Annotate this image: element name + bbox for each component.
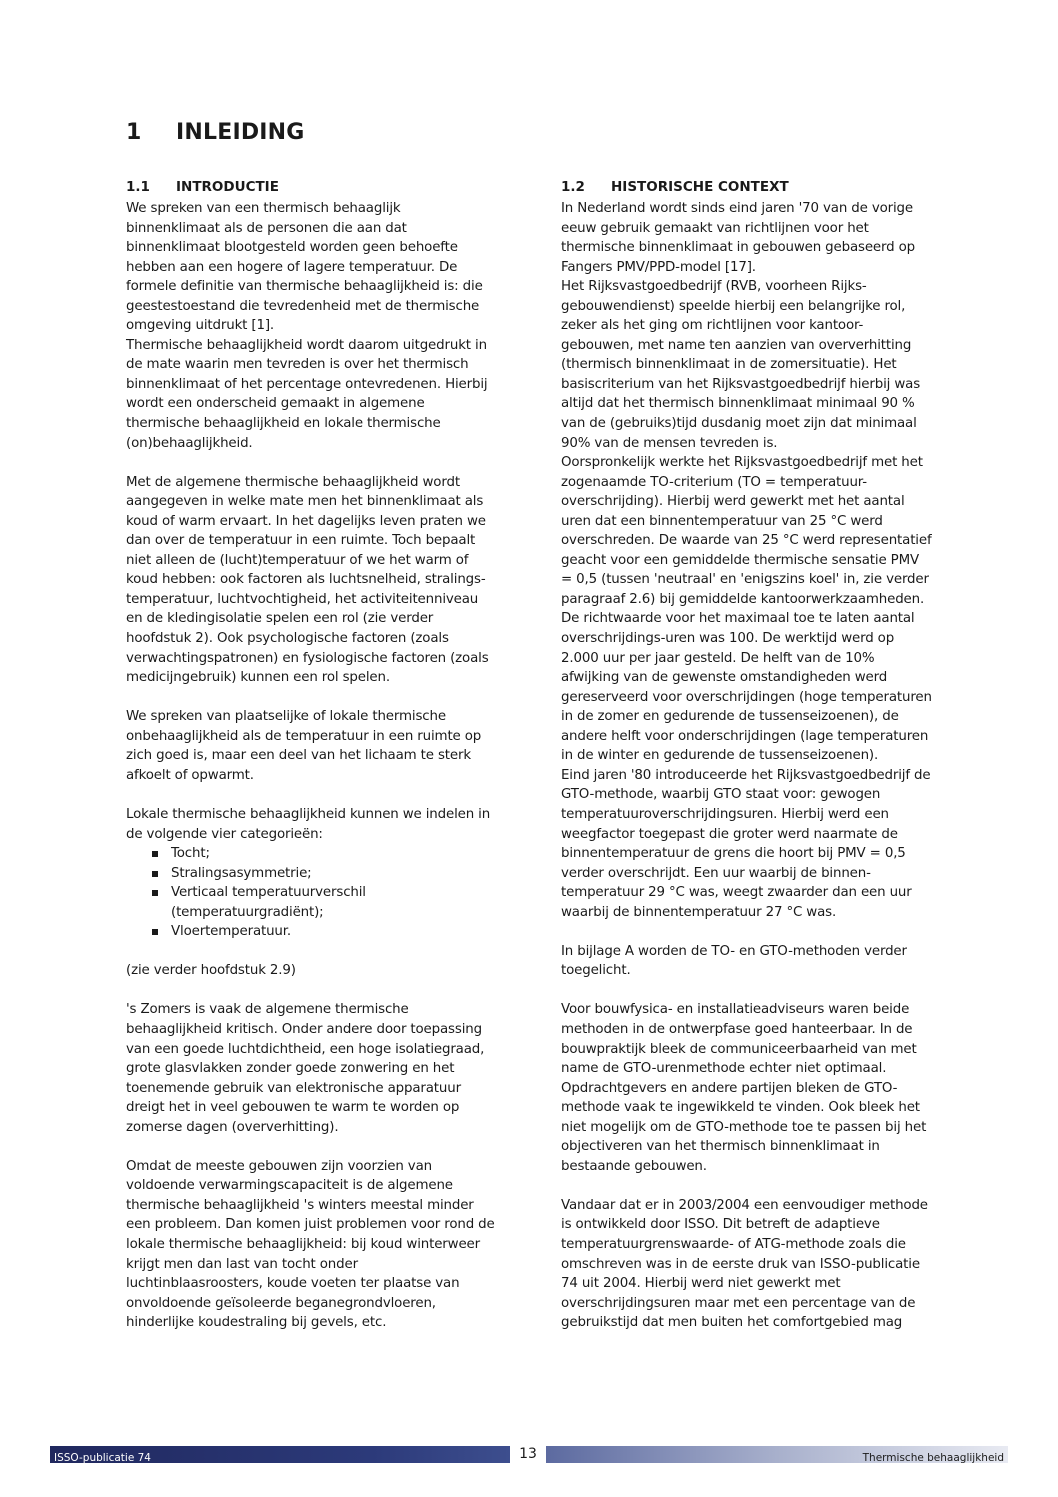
list-item: Vloertemperatuur.: [152, 922, 498, 942]
section-title: HISTORISCHE CONTEXT: [611, 179, 789, 195]
paragraph: Het Rijksvastgoedbedrijf (RVB, voorheen Rijks-gebouwendienst) speelde hierbij een belangrijke rol, zeker als het ging om richtlijnen voor kantoor-gebouwen, met name ten aanzien van oververhitting (thermisch binnenklimaat in de zomersituatie). Het basiscriterium van het Rijksvastgoedbedrijf hierbij was altijd dat het thermisch binnenklimaat minimaal 90 % van de (gebruiks)tijd dusdanig moet zijn dat minimaal 90% van de mensen tevreden is.: [561, 279, 921, 451]
section-title: INTRODUCTIE: [176, 179, 279, 195]
paragraph: In bijlage A worden de TO- en GTO-methoden verder toegelicht.: [561, 943, 907, 979]
paragraph: Vandaar dat er in 2003/2004 een eenvoudiger methode is ontwikkeld door ISSO. Dit betreft de adaptieve temperatuurgrenswaarde- of ATG-methode zoals die omschreven was in de eerste druk van ISSO-publicatie 74 uit 2004. Hierbij werd niet gewerkt met overschrijdingsuren maar met een percentage van de gebruikstijd dat men buiten het comfortgebied mag: [561, 1197, 928, 1331]
footer-title-label: Thermische behaaglijkheid: [862, 1452, 1004, 1464]
section-body: [126, 199, 498, 1333]
left-column: [126, 178, 498, 1333]
section-heading-historische-context: [561, 178, 933, 197]
paragraph: We spreken van een thermisch behaaglijk binnenklimaat als de personen die aan dat binnenklimaat blootgesteld worden geen behoefte hebben aan een hogere of lagere temperatuur. De formele definitie van thermische behaaglijkheid is: die geestestoestand die tevredenheid met de thermische omgeving uitdrukt [1].: [126, 201, 483, 334]
paragraph: 's Zomers is vaak de algemene thermische behaaglijkheid kritisch. Onder andere door toepassing van een goede luchtdichtheid, een hoge isolatiegraad, grote glasvlakken zonder goede zonwering en het toenemende gebruik van elektronische apparatuur dreigt het in veel gebouwen te warm te worden op zomerse dagen (oververhitting).: [126, 1002, 485, 1135]
list-item: Verticaal temperatuurverschil (temperatuurgradiënt);: [152, 883, 498, 922]
chapter-title: INLEIDING: [176, 120, 305, 145]
chapter-heading: [126, 120, 305, 145]
list-item: Stralingsasymmetrie;: [152, 864, 498, 884]
footer-title-bar: [546, 1446, 1008, 1463]
section-heading-introductie: [126, 178, 498, 197]
paragraph: We spreken van plaatselijke of lokale thermische onbehaaglijkheid als de temperatuur in een ruimte op zich goed is, maar een deel van het lichaam te sterk afkoelt of opwarmt.: [126, 709, 482, 783]
paragraph: In Nederland wordt sinds eind jaren '70 van de vorige eeuw gebruik gemaakt van richtlijnen voor het thermische binnenklimaat in gebouwen gebaseerd op Fangers PMV/PPD-model [17].: [561, 201, 915, 275]
paragraph: Met de algemene thermische behaaglijkheid wordt aangegeven in welke mate men het binnenklimaat als koud of warm ervaart. In het dagelijks leven praten we dan over de temperatuur in een ruimte. Toch bepaalt niet alleen de (lucht)temperatuur of we het warm of koud hebben: ook factoren als luchtsnelheid, stralings-temperatuur, luchtvochtigheid, het activiteitenniveau en de kledingisolatie spelen een rol (zie verder hoofdstuk 2). Ook psychologische factoren (zoals verwachtingspatronen) en fysiologische factoren (zoals medicijngebruik) kunnen een rol spelen.: [126, 474, 489, 686]
paragraph: (zie verder hoofdstuk 2.9): [126, 963, 296, 979]
footer-publication-label: ISSO-publicatie 74: [54, 1452, 151, 1464]
paragraph: Voor bouwfysica- en installatieadviseurs waren beide methoden in de ontwerpfase goed hanteerbaar. In de bouwpraktijk bleek de communiceerbaarheid van met name de GTO-urenmethode echter niet optimaal. Opdrachtgevers en andere partijen bleken de GTO-methode vaak te ingewikkeld te vinden. Ook bleek het niet mogelijk om de GTO-methode toe te passen bij het objectiveren van het thermisch binnenklimaat in bestaande gebouwen.: [561, 1002, 927, 1174]
paragraph: Eind jaren '80 introduceerde het Rijksvastgoedbedrijf de GTO-methode, waarbij GTO staat voor: gewogen temperatuuroverschrijdingsuren. Hierbij werd een weegfactor toegepast die groter werd naarmate de binnentemperatuur de grens die hoort bij PMV = 0,5 verder overschrijdt. Een uur waarbij de binnen-temperatuur 29 °C was, weegt zwaarder dan een uur waarbij de binnentemperatuur 27 °C was.: [561, 767, 931, 920]
page-number: 13: [519, 1446, 537, 1462]
paragraph: Oorspronkelijk werkte het Rijksvastgoedbedrijf met het zogenaamde TO-criterium (TO = temperatuur-overschrijding). Hierbij werd gewerkt met het aantal uren dat een binnentemperatuur van 25 °C werd overschreden. De waarde van 25 °C werd representatief geacht voor een gemiddelde thermische sensatie PMV = 0,5 (tussen 'neutraal' en 'enigszins koel' in, zie verder paragraaf 2.6) bij gemiddelde kantoorwerkzaamheden. De richtwaarde voor het maximaal toe te laten aantal overschrijdings-uren was 100. De werktijd werd op 2.000 uur per jaar gesteld. De helft van de 10% afwijking van de gewenste omstandigheden werd gereserveerd voor overschrijdingen (hoge temperaturen in de zomer en gedurende de tussenseizoenen), de andere helft voor onderschrijdingen (lage temperaturen in de winter en gedurende de tussenseizoenen).: [561, 455, 932, 764]
chapter-number: 1: [126, 120, 142, 145]
paragraph: Thermische behaaglijkheid wordt daarom uitgedrukt in de mate waarin men tevreden is over het thermisch binnenklimaat of het percentage ontevredenen. Hierbij wordt een onderscheid gemaakt in algemene thermische behaaglijkheid en lokale thermische (on)behaaglijkheid.: [126, 337, 488, 451]
paragraph: Lokale thermische behaaglijkheid kunnen we indelen in de volgende vier categorieën:: [126, 806, 491, 842]
footer-publication-bar: [50, 1446, 510, 1463]
list-item: Tocht;: [152, 844, 498, 864]
category-list: [126, 844, 498, 942]
section-number: 1.1: [126, 179, 150, 195]
paragraph: Omdat de meeste gebouwen zijn voorzien van voldoende verwarmingscapaciteit is de algemene thermische behaaglijkheid 's winters meestal minder een probleem. Dan komen juist problemen voor rond de lokale thermische behaaglijkheid: bij koud winterweer krijgt men dan last van tocht onder luchtinblaasroosters, koude voeten ter plaatse van onvoldoende geïsoleerde beganegrondvloeren, hinderlijke koudestraling bij gevels, etc.: [126, 1158, 495, 1331]
right-column: [561, 178, 933, 1333]
section-body: [561, 199, 933, 1333]
page-footer: [50, 1446, 1008, 1463]
section-number: 1.2: [561, 179, 585, 195]
